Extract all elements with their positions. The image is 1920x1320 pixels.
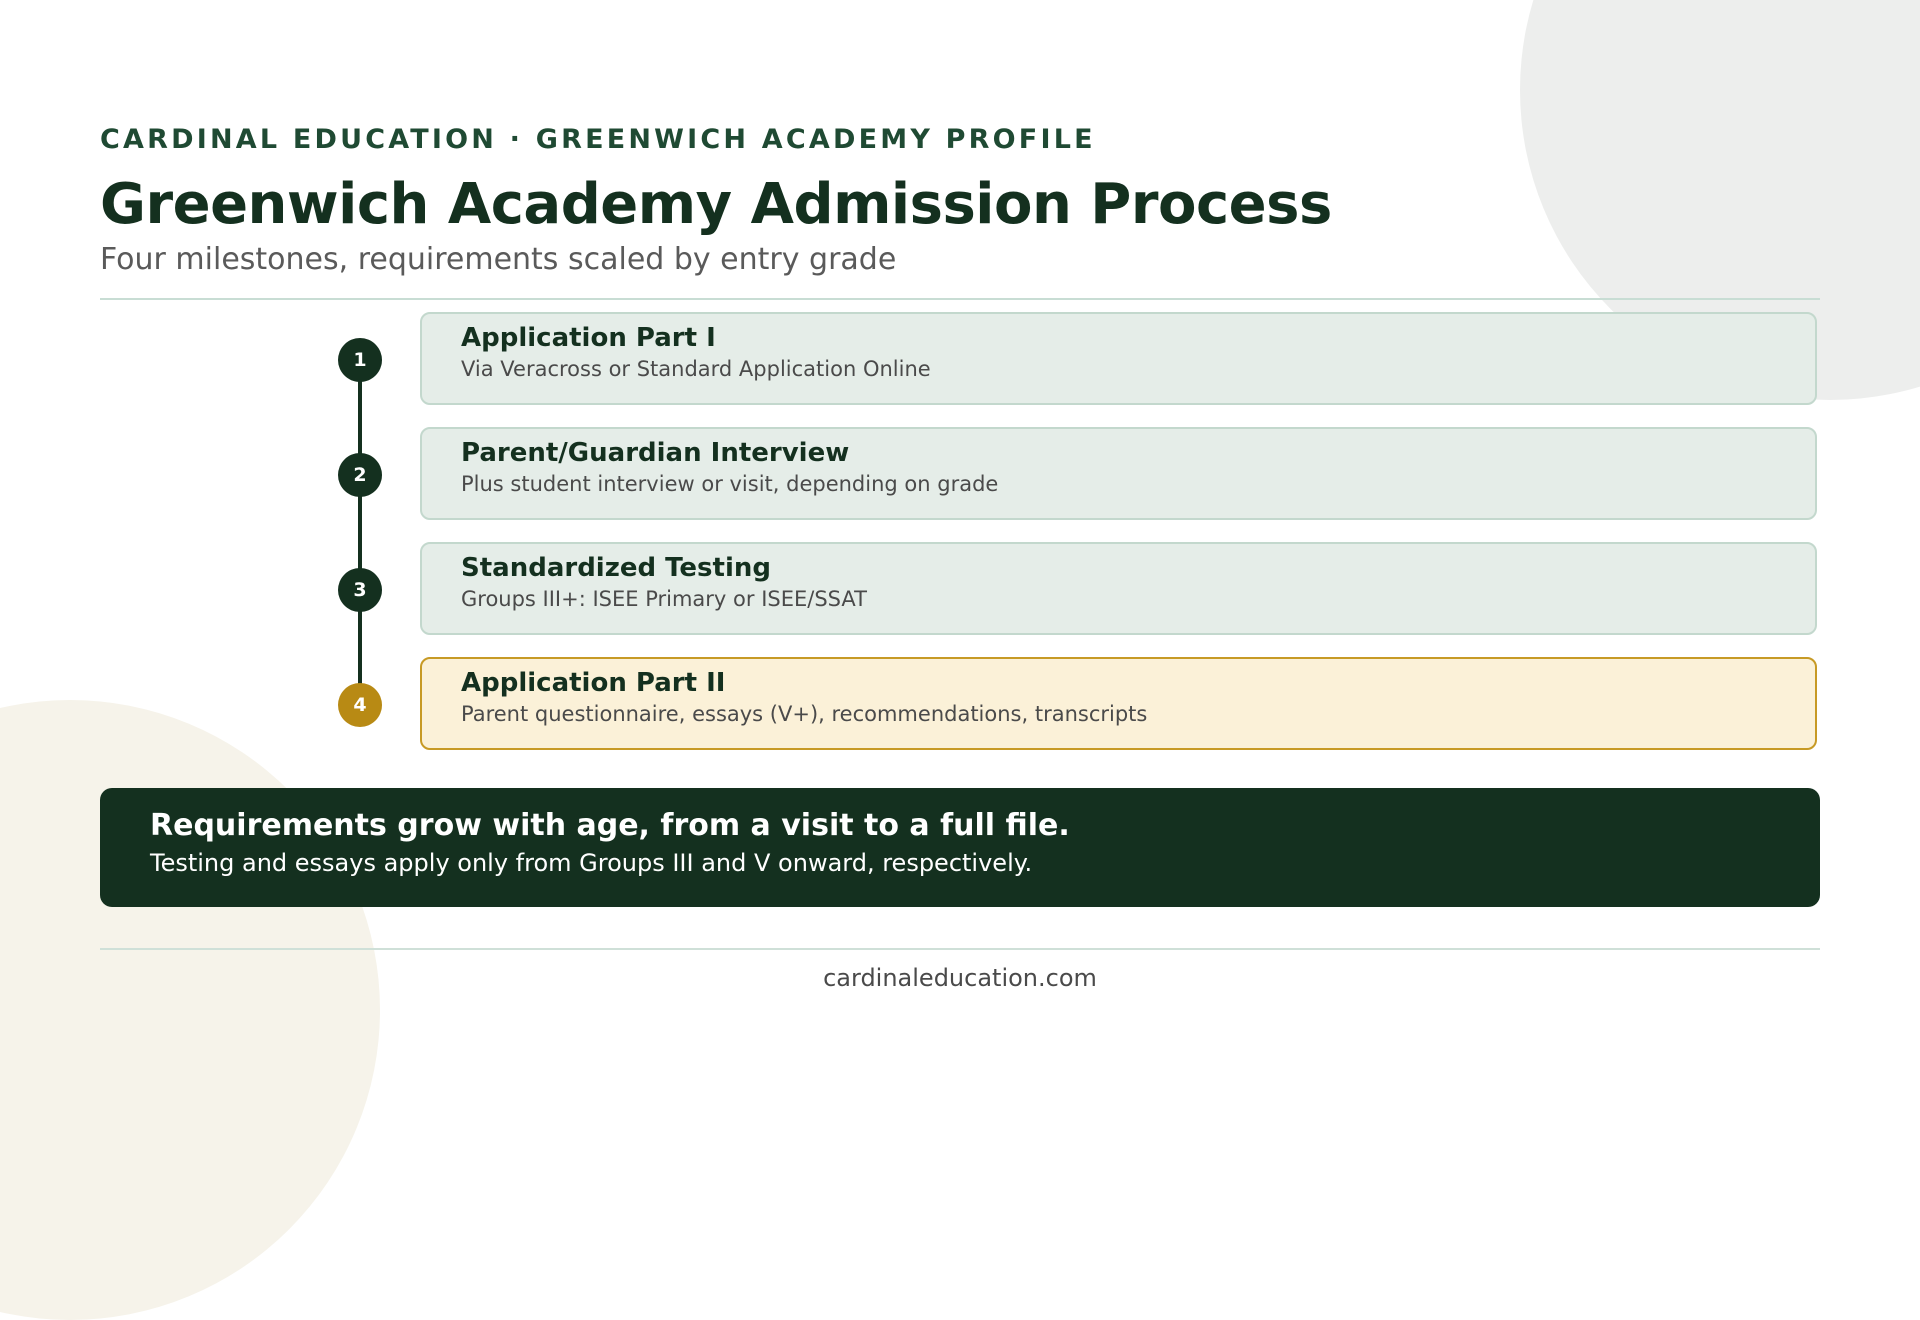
step-2-description: Plus student interview or visit, depending on grade xyxy=(461,472,999,496)
callout-title: Requirements grow with age, from a visit to a full file. xyxy=(150,808,1070,843)
step-1-card xyxy=(420,312,1817,405)
eyebrow-label: CARDINAL EDUCATION · GREENWICH ACADEMY PROFILE xyxy=(100,124,1096,155)
callout-text: Testing and essays apply only from Groups III and V onward, respectively. xyxy=(150,849,1033,877)
step-3-description: Groups III+: ISEE Primary or ISEE/SSAT xyxy=(461,587,867,611)
step-4-card xyxy=(420,657,1817,750)
step-4-title: Application Part II xyxy=(461,668,726,698)
step-2-title: Parent/Guardian Interview xyxy=(461,438,850,468)
page-title: Greenwich Academy Admission Process xyxy=(100,172,1332,237)
step-2-card xyxy=(420,427,1817,520)
summary-callout xyxy=(100,788,1820,907)
step-4-description: Parent questionnaire, essays (V+), recommendations, transcripts xyxy=(461,702,1148,726)
footer-url: cardinaleducation.com xyxy=(823,964,1097,992)
step-2-number-badge: 2 xyxy=(338,453,382,497)
timeline-connector xyxy=(358,362,362,706)
step-1-title: Application Part I xyxy=(461,323,716,353)
page-subtitle: Four milestones, requirements scaled by entry grade xyxy=(100,242,897,277)
footer-divider xyxy=(100,948,1820,950)
step-3-title: Standardized Testing xyxy=(461,553,771,583)
step-1-number-badge: 1 xyxy=(338,338,382,382)
header-divider xyxy=(100,298,1820,300)
step-4-number-badge: 4 xyxy=(338,683,382,727)
step-3-card xyxy=(420,542,1817,635)
step-1-description: Via Veracross or Standard Application Online xyxy=(461,357,931,381)
step-3-number-badge: 3 xyxy=(338,568,382,612)
